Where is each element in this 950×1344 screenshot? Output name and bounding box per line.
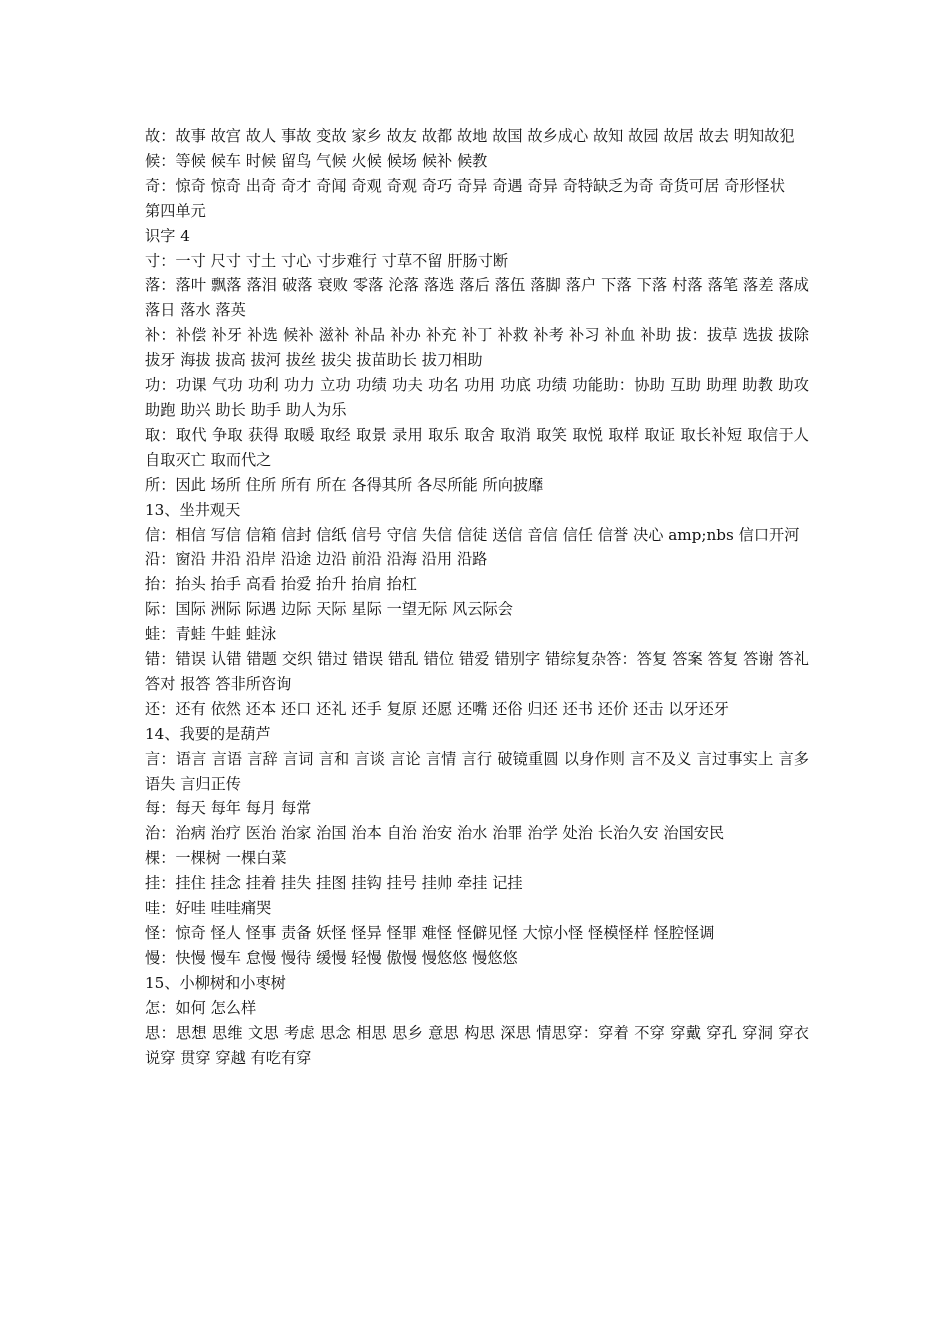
entry-suo: 所：因此 场所 住所 所有 所在 各得其所 各尽所能 所向披靡 — [145, 475, 544, 494]
entry-mei: 每：每天 每年 每月 每常 — [145, 799, 312, 818]
entry-hou: 候：等候 候车 时候 留鸟 气候 火候 候场 候补 候教 — [145, 151, 488, 170]
entry-gu: 故：故事 故宫 故人 事故 变故 家乡 故友 故都 故地 故国 故乡成心 故知 故园 故居 故去 明知故犯 — [145, 127, 795, 145]
entry-bu: 补：补偿 补牙 补选 候补 滋补 补品 补办 补充 补丁 补救 补考 补习 补血 补助 拔：拔草 选拔 拔除 拔牙 海拔 拔高 拔河 拔丝 拔尖 拔苗助长 拔刀相助 — [145, 326, 809, 370]
document-body — [145, 124, 809, 1070]
entry-xin: 信：相信 写信 信箱 信封 信纸 信号 守信 失信 信徒 送信 音信 信任 信誉 决心 amp;nbs 信口开河 — [145, 525, 800, 544]
entry-qi: 奇：惊奇 惊奇 出奇 奇才 奇闻 奇观 奇观 奇巧 奇异 奇遇 奇异 奇特缺乏为奇 奇货可居 奇形怪状 — [145, 176, 785, 195]
entry-zhi: 治：治病 治疗 医治 治家 治国 治本 自治 治安 治水 治罪 治学 处治 长治久安 治国安民 — [145, 824, 725, 843]
entry-cun: 寸：一寸 尺寸 寸土 寸心 寸步难行 寸草不留 肝肠寸断 — [145, 251, 509, 270]
entry-cuo: 错：错误 认错 错题 交织 错过 错误 错乱 错位 错爱 错别字 错综复杂答：答复 答案 答复 答谢 答礼 答对 报答 答非所咨询 — [145, 650, 809, 693]
entry-guai: 怪：惊奇 怪人 怪事 责备 妖怪 怪异 怪罪 难怪 怪僻见怪 大惊小怪 怪模怪样 怪腔怪调 — [145, 924, 715, 942]
entry-yan-speech: 言：语言 言语 言辞 言词 言和 言谈 言论 言情 言行 破镜重圆 以身作则 言不及义 言过事实上 言多语失 言归正传 — [145, 749, 809, 793]
entry-ji: 际：国际 洲际 际遇 边际 天际 星际 一望无际 风云际会 — [145, 600, 513, 619]
entry-huan: 还：还有 依然 还本 还口 还礼 还手 复原 还愿 还嘴 还俗 归还 还书 还价 还击 以牙还牙 — [145, 699, 729, 718]
lesson-heading: 13、坐井观天 — [145, 500, 241, 519]
lesson-heading: 15、小柳树和小枣树 — [145, 973, 286, 992]
entry-gong: 功：功课 气功 功利 功力 立功 功绩 功夫 功名 功用 功底 功绩 功能助：协助 互助 助理 助教 助攻 助跑 助兴 助长 助手 助人为乐 — [145, 376, 809, 419]
entry-man: 慢：快慢 慢车 怠慢 慢待 缓慢 轻慢 傲慢 慢悠悠 慢悠悠 — [145, 948, 518, 967]
entry-zen: 怎：如何 怎么样 — [145, 998, 257, 1017]
entry-si: 思：思想 思维 文思 考虑 思念 相思 思乡 意思 构思 深思 情思穿：穿着 不穿 穿戴 穿孔 穿洞 穿衣 说穿 贯穿 穿越 有吃有穿 — [145, 1023, 809, 1067]
entry-yan-edge: 沿：窗沿 井沿 沿岸 沿途 边沿 前沿 沿海 沿用 沿路 — [145, 550, 488, 569]
lesson-heading: 14、我要的是葫芦 — [145, 724, 271, 743]
entry-tai: 抬：抬头 抬手 高看 抬爱 抬升 抬肩 抬杠 — [145, 575, 417, 594]
entry-qu: 取：取代 争取 获得 取暖 取经 取景 录用 取乐 取舍 取消 取笑 取悦 取样 取证 取长补短 取信于人 自取灭亡 取而代之 — [145, 425, 809, 469]
entry-wa-frog: 蛙：青蛙 牛蛙 蛙泳 — [145, 625, 277, 644]
entry-wa-wow: 哇：好哇 哇哇痛哭 — [145, 899, 272, 918]
entry-luo: 落：落叶 飘落 落泪 破落 衰败 零落 沦落 落选 落后 落伍 落脚 落户 下落 下落 村落 落笔 落差 落成 落日 落水 落英 — [145, 276, 809, 320]
entry-gua: 挂：挂住 挂念 挂着 挂失 挂图 挂钩 挂号 挂帅 牵挂 记挂 — [145, 874, 523, 893]
unit-heading: 第四单元 — [145, 201, 206, 220]
entry-ke: 棵：一棵树 一棵白菜 — [145, 849, 287, 868]
lesson-heading: 识字 4 — [145, 226, 190, 245]
